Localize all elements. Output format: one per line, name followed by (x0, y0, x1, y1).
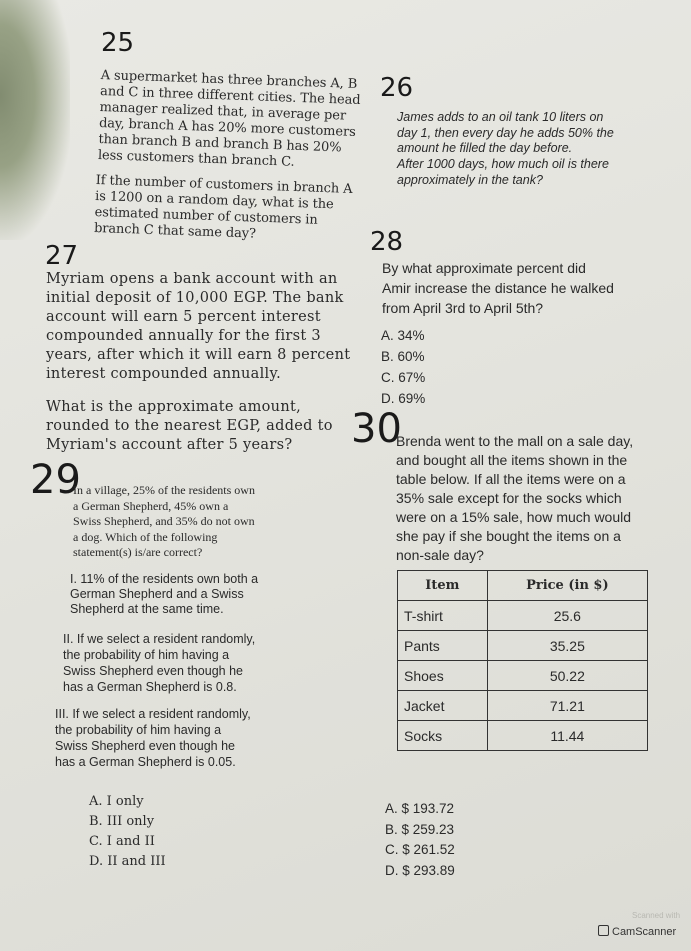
camscanner-label: CamScanner (612, 926, 677, 938)
question-29-number: 29 (30, 457, 81, 503)
item-cell: Pants (398, 631, 488, 661)
question-28-options (381, 325, 425, 409)
price-cell: 25.6 (487, 601, 647, 631)
question-25-text: A supermarket has three branches A, B and C in three different cities. The head manager realized that, in average per day, branch A has 20% more customers than branch B and branch B has 20% less customers than branch C. (97, 68, 361, 170)
question-25-number: 25 (101, 28, 135, 58)
background-foliage (0, 0, 70, 240)
question-30-text: Brenda went to the mall on a sale day, and bought all the items shown in the table below. If all the items were on a 35% sale except for the socks which were on a 15% sale, how much would she pay if she bought the items on a non-sale day? (396, 433, 634, 563)
table-row (398, 691, 648, 721)
question-25-question: If the number of customers in branch A is 1200 on a random day, what is the estimated number of customers in branch C that same day? (93, 173, 353, 242)
answer-option[interactable]: A. 34% (381, 328, 425, 343)
question-26-text: James adds to an oil tank 10 liters on day 1, then every day he adds 50% the amount he filled the day before. (397, 110, 614, 155)
column-header-item: Item (398, 571, 488, 601)
question-27-number: 27 (45, 241, 79, 271)
question-29-text: In a village, 25% of the residents own a German Shepherd, 45% own a Swiss Shepherd, and 35% do not own a dog. Which of the following statement(s) is/are correct? (73, 483, 255, 559)
column-header-price: Price (in $) (487, 571, 647, 601)
table-row (398, 601, 648, 631)
question-27-text: Myriam opens a bank account with an initial deposit of 10,000 EGP. The bank account will earn 5 percent interest compounded annually for the first 3 years, after which it will earn 8 percent interest compounded annually. (46, 271, 351, 382)
answer-option[interactable]: C. $ 261.52 (385, 842, 455, 857)
statement-2: II. If we select a resident randomly, the probability of him having a Swiss Shepherd even though he has a German Shepherd is 0.8. (63, 632, 256, 694)
answer-option[interactable]: B. $ 259.23 (385, 821, 455, 837)
question-26-number: 26 (380, 73, 414, 103)
prices-table (397, 570, 648, 751)
table-row (398, 721, 648, 751)
answer-option[interactable]: D. 69% (381, 391, 426, 406)
table-header-row (398, 571, 648, 601)
price-cell: 11.44 (487, 721, 647, 751)
question-28-text: By what approximate percent did Amir increase the distance he walked from April 3rd to April 5th? (382, 260, 614, 316)
question-29-options (89, 792, 166, 872)
question-28-number: 28 (370, 227, 404, 257)
answer-option[interactable]: A. I only (89, 794, 144, 809)
item-cell: Socks (398, 721, 488, 751)
statement-3: III. If we select a resident randomly, the probability of him having a Swiss Shepherd even though he has a German Shepherd is 0.05. (55, 707, 251, 769)
answer-option[interactable]: B. III only (89, 814, 155, 829)
answer-option[interactable]: C. 67% (381, 370, 426, 385)
answer-option[interactable]: C. I and II (89, 834, 155, 849)
statement-1: I. 11% of the residents own both a German Shepherd and a Swiss Shepherd at the same time. (70, 572, 259, 616)
answer-option[interactable]: D. II and III (89, 854, 166, 869)
answer-option[interactable]: A. $ 193.72 (385, 801, 455, 816)
answer-option[interactable]: B. 60% (381, 349, 425, 364)
price-cell: 50.22 (487, 661, 647, 691)
table-row (398, 661, 648, 691)
question-26-question: After 1000 days, how much oil is there approximately in the tank? (397, 157, 609, 187)
question-27-question: What is the approximate amount, rounded to the nearest EGP, added to Myriam's account after 5 years? (46, 399, 333, 453)
camscanner-icon (598, 925, 609, 936)
answer-option[interactable]: D. $ 293.89 (385, 862, 455, 878)
item-cell: Shoes (398, 661, 488, 691)
item-cell: Jacket (398, 691, 488, 721)
price-cell: 35.25 (487, 631, 647, 661)
item-cell: T-shirt (398, 601, 488, 631)
table-row (398, 631, 648, 661)
question-30-number: 30 (351, 406, 402, 452)
scanned-with-label: Scanned with (632, 911, 681, 920)
question-30-options (385, 799, 455, 881)
price-cell: 71.21 (487, 691, 647, 721)
camscanner-mark (598, 925, 676, 938)
